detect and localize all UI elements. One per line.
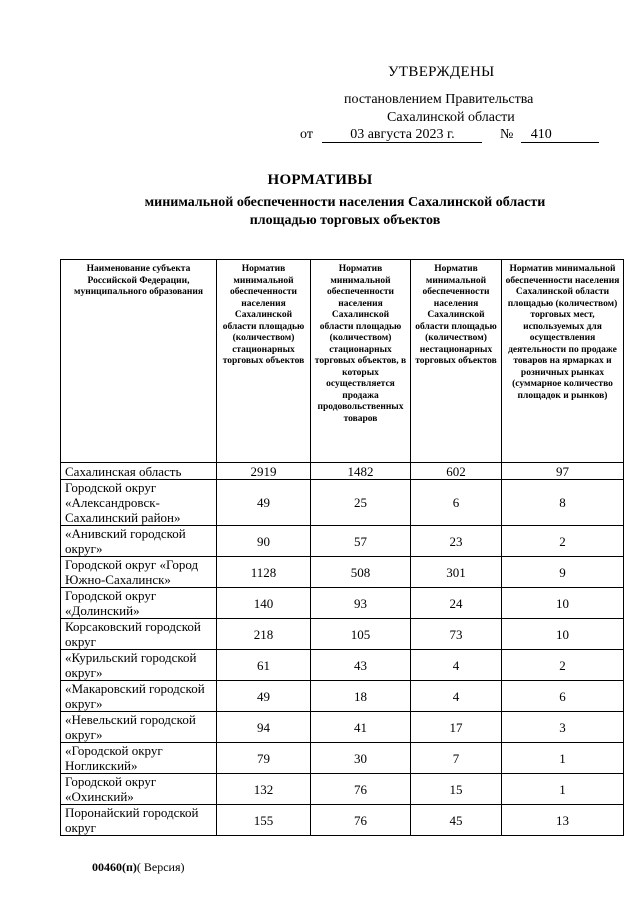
column-header-fairs-markets: Норматив минимальной обеспеченности населения Сахалинской области площадью (количеством) торговых мест, используемых для осуществления деятельности по продаже товаров на ярмарках и розничных рынках (суммарное количество площадок и рынков) <box>502 260 624 463</box>
row-value-fairs: 13 <box>502 805 624 836</box>
row-value-fairs: 2 <box>502 526 624 557</box>
row-value-stationary: 49 <box>217 480 311 526</box>
row-value-fairs: 6 <box>502 681 624 712</box>
subtitle-line-2: площадью торговых объектов <box>249 213 441 228</box>
column-header-name: Наименование субъекта Российской Федерации, муниципального образования <box>61 260 217 463</box>
norms-table <box>60 259 624 836</box>
table-row <box>61 619 624 650</box>
row-value-stationary: 2919 <box>217 463 311 480</box>
column-header-food: Норматив минимальной обеспеченности населения Сахалинской области площадью (количеством) стационарных торговых объектов, в которых осуществляется продажа продовольственных товаров <box>311 260 411 463</box>
column-header-nonstationary: Норматив минимальной обеспеченности населения Сахалинской области площадью (количеством) нестационарных торговых объектов <box>411 260 502 463</box>
subtitle-line-1: минимальной обеспеченности населения Сахалинской области <box>144 195 546 210</box>
document-subtitle <box>60 194 630 230</box>
row-value-food: 76 <box>311 805 411 836</box>
document-footer <box>92 860 185 875</box>
table-row <box>61 557 624 588</box>
row-value-nonstationary: 24 <box>411 588 502 619</box>
table-row <box>61 805 624 836</box>
row-value-nonstationary: 23 <box>411 526 502 557</box>
row-value-stationary: 61 <box>217 650 311 681</box>
decree-number: 410 <box>521 127 599 143</box>
row-value-food: 57 <box>311 526 411 557</box>
table-row <box>61 774 624 805</box>
row-name: Городской округ «Долинский» <box>61 588 217 619</box>
row-value-fairs: 10 <box>502 588 624 619</box>
row-value-nonstationary: 73 <box>411 619 502 650</box>
row-value-nonstationary: 15 <box>411 774 502 805</box>
table-row <box>61 463 624 480</box>
row-name: «Городской округ Ногликский» <box>61 743 217 774</box>
table-row <box>61 743 624 774</box>
row-value-fairs: 97 <box>502 463 624 480</box>
approved-heading: УТВЕРЖДЕНЫ <box>388 64 495 80</box>
decree-line-2: Сахалинской области <box>387 110 515 125</box>
row-name: «Невельский городской округ» <box>61 712 217 743</box>
row-value-food: 25 <box>311 480 411 526</box>
table-row <box>61 650 624 681</box>
document-title: НОРМАТИВЫ <box>267 172 373 188</box>
row-value-stationary: 140 <box>217 588 311 619</box>
row-value-food: 30 <box>311 743 411 774</box>
document-version: ( Версия) <box>136 860 185 874</box>
row-value-stationary: 49 <box>217 681 311 712</box>
decree-line-1: постановлением Правительства <box>344 92 534 107</box>
row-name: «Макаровский городской округ» <box>61 681 217 712</box>
row-name: Городской округ «Город Южно-Сахалинск» <box>61 557 217 588</box>
row-value-nonstationary: 6 <box>411 480 502 526</box>
row-name: Корсаковский городской округ <box>61 619 217 650</box>
row-value-nonstationary: 602 <box>411 463 502 480</box>
row-value-fairs: 8 <box>502 480 624 526</box>
number-label: № <box>499 127 514 142</box>
row-value-fairs: 3 <box>502 712 624 743</box>
row-value-stationary: 155 <box>217 805 311 836</box>
row-value-fairs: 10 <box>502 619 624 650</box>
column-header-stationary: Норматив минимальной обеспеченности населения Сахалинской области площадью (количеством) стационарных торговых объектов <box>217 260 311 463</box>
table-header-row <box>61 260 624 463</box>
table-row <box>61 588 624 619</box>
table-row <box>61 480 624 526</box>
row-value-stationary: 218 <box>217 619 311 650</box>
row-value-food: 1482 <box>311 463 411 480</box>
row-value-nonstationary: 45 <box>411 805 502 836</box>
row-name: Сахалинская область <box>61 463 217 480</box>
row-name: «Курильский городской округ» <box>61 650 217 681</box>
row-value-stationary: 94 <box>217 712 311 743</box>
row-name: Поронайский городской округ <box>61 805 217 836</box>
table-row <box>61 681 624 712</box>
row-value-food: 43 <box>311 650 411 681</box>
row-name: Городской округ «Александровск-Сахалинский район» <box>61 480 217 526</box>
row-value-stationary: 79 <box>217 743 311 774</box>
row-value-food: 508 <box>311 557 411 588</box>
row-value-food: 76 <box>311 774 411 805</box>
row-name: «Анивский городской округ» <box>61 526 217 557</box>
row-value-stationary: 132 <box>217 774 311 805</box>
row-name: Городской округ «Охинский» <box>61 774 217 805</box>
table-row <box>61 712 624 743</box>
row-value-nonstationary: 7 <box>411 743 502 774</box>
row-value-food: 18 <box>311 681 411 712</box>
row-value-food: 41 <box>311 712 411 743</box>
from-label: от <box>300 127 313 142</box>
row-value-fairs: 1 <box>502 743 624 774</box>
row-value-stationary: 90 <box>217 526 311 557</box>
row-value-food: 93 <box>311 588 411 619</box>
row-value-fairs: 9 <box>502 557 624 588</box>
row-value-fairs: 2 <box>502 650 624 681</box>
row-value-fairs: 1 <box>502 774 624 805</box>
row-value-nonstationary: 301 <box>411 557 502 588</box>
decree-date: 03 августа 2023 г. <box>322 127 482 143</box>
row-value-food: 105 <box>311 619 411 650</box>
row-value-nonstationary: 4 <box>411 650 502 681</box>
row-value-stationary: 1128 <box>217 557 311 588</box>
table-row <box>61 526 624 557</box>
document-code: 00460(п) <box>92 860 137 874</box>
row-value-nonstationary: 17 <box>411 712 502 743</box>
row-value-nonstationary: 4 <box>411 681 502 712</box>
decree-date-row <box>300 127 599 143</box>
